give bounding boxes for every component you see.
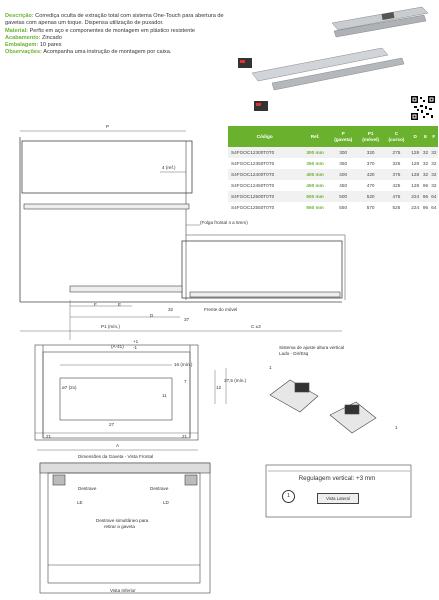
table-cell: 32 xyxy=(430,169,438,180)
destrave-ld: Destrave xyxy=(150,486,169,491)
regulagem-title: Regulagem vertical: +3 mm xyxy=(298,475,376,482)
folga-label: (Folga frontal 4 a 5mm) xyxy=(200,220,248,225)
dim-21-right: 21 xyxy=(182,434,188,439)
adjust-number-2: 1 xyxy=(395,425,398,430)
table-header: P1 (móvel) xyxy=(357,126,383,147)
dim-e: E xyxy=(118,302,122,307)
dim-32: 32 xyxy=(168,307,174,312)
description-text: 10 pares xyxy=(38,42,62,49)
dim-11: 11 xyxy=(162,393,167,398)
table-cell: 32 xyxy=(430,147,438,158)
dim-p: P xyxy=(106,124,110,129)
table-cell: 96 xyxy=(422,205,429,210)
description-key: Acabamento: xyxy=(5,34,41,41)
dim-phi: ø7 (2x) xyxy=(62,385,77,390)
table-cell: 450 mm xyxy=(306,183,324,188)
table-cell: 370 xyxy=(366,161,375,166)
dim-f: F xyxy=(94,302,97,307)
ld-label: LD xyxy=(163,500,169,505)
table-cell: 275 xyxy=(384,147,409,158)
le-label: LE xyxy=(77,500,83,505)
table-cell: 470 xyxy=(366,183,375,188)
dim-21-left: 21 xyxy=(46,434,52,439)
description-key: Embalagem: xyxy=(5,42,39,49)
dim-a: A xyxy=(116,443,120,448)
bottom-view-caption: Vista Inferior xyxy=(110,588,136,593)
table-header: D xyxy=(409,126,421,147)
table-cell: S4FGOC12400T0T0 xyxy=(228,169,301,180)
table-cell: 475 xyxy=(384,191,409,202)
table-cell: 550 mm xyxy=(306,205,324,210)
table-cell: 400 mm xyxy=(301,169,329,180)
regulagem-number: 1 xyxy=(282,490,295,503)
tol-minus: -1 xyxy=(133,345,138,350)
vista-lateral-label: Vista Lateral xyxy=(317,493,359,504)
dim-37: 37 xyxy=(184,317,190,322)
description-text: Perfis em aço e componentes de montagem em plástico resistente xyxy=(28,27,195,34)
dim-37-5: 37,5 (mín.) xyxy=(224,378,247,383)
table-header: Código xyxy=(228,126,301,147)
table-header: E xyxy=(421,126,429,147)
table-cell: 500 mm xyxy=(301,191,329,202)
table-header: F xyxy=(430,126,438,147)
table-cell: 500 xyxy=(329,191,357,202)
table-cell: 128 xyxy=(411,161,420,166)
table-cell: 320 xyxy=(357,147,383,158)
table-cell: 425 xyxy=(392,183,401,188)
table-cell: S4FGOC12450T0T0 xyxy=(231,183,275,188)
table-cell: S4FGOC12550T0T0 xyxy=(231,205,275,210)
dim-7: 7 xyxy=(184,379,187,384)
description-text: Zincado xyxy=(40,34,62,41)
table-cell: 525 xyxy=(392,205,401,210)
table-cell: 400 xyxy=(329,169,357,180)
table-cell: 128 xyxy=(409,147,421,158)
dim-p1: P1 (mín.) xyxy=(101,324,120,329)
frente-label: Frente do móvel xyxy=(204,307,238,312)
table-cell: 450 xyxy=(339,183,348,188)
destrave-le: Destrave xyxy=(78,486,97,491)
table-cell: 32 xyxy=(422,161,429,166)
table-cell: 64 xyxy=(430,191,438,202)
table-cell: 300 mm xyxy=(301,147,329,158)
table-cell: 128 xyxy=(411,183,420,188)
table-cell: 32 xyxy=(421,169,429,180)
description-text: Corrediça oculta de extração total com sistema One-Touch para abertura de gavetas com apenas um toque. Dispensa utilização de puxador. xyxy=(5,13,224,27)
adjust-title: Sistema de ajuste altura vertical xyxy=(279,345,345,350)
table-cell: 96 xyxy=(422,183,429,188)
dim-a41: (A-41) xyxy=(111,344,124,349)
dim-ref: 4 (ref.) xyxy=(162,165,176,170)
description-key: Descrição: xyxy=(5,13,34,19)
table-cell: 550 xyxy=(339,205,348,210)
tol-plus: +1 xyxy=(133,339,139,344)
table-cell: 520 xyxy=(357,191,383,202)
dim-27: 27 xyxy=(109,422,115,427)
table-cell: 96 xyxy=(421,191,429,202)
adjust-subtitle: Lado - Dir/Esq xyxy=(279,351,309,356)
table-cell: 224 xyxy=(411,205,420,210)
table-cell: 325 xyxy=(392,161,401,166)
description-key: Material: xyxy=(5,27,29,34)
table-cell: 350 xyxy=(339,161,348,166)
dim-16: 16 (mín.) xyxy=(174,362,193,367)
table-cell: S4FGOC12350T0T0 xyxy=(231,161,275,166)
table-cell: S4FGOC12300T0T0 xyxy=(228,147,301,158)
table-cell: 375 xyxy=(384,169,409,180)
simul-line-2: retirar a gaveta xyxy=(104,524,135,529)
dim-12: 12 xyxy=(216,385,222,390)
table-cell: 570 xyxy=(366,205,375,210)
table-header: Ref. xyxy=(301,126,329,147)
table-cell: 128 xyxy=(409,169,421,180)
table-cell: S4FGOC12500T0T0 xyxy=(228,191,301,202)
table-header: C (curso) xyxy=(384,126,409,147)
table-cell: 32 xyxy=(431,183,437,188)
table-cell: 64 xyxy=(431,205,437,210)
simul-line-1: Destrave simultâneo para xyxy=(96,518,149,523)
dim-d: D xyxy=(150,313,154,318)
table-cell: 32 xyxy=(421,147,429,158)
dim-c: C ±3 xyxy=(251,324,261,329)
table-cell: 420 xyxy=(357,169,383,180)
description-key: Observações: xyxy=(5,49,43,56)
description-text: Acompanha uma instrução de montagem por caixa. xyxy=(42,49,172,56)
table-cell: 350 mm xyxy=(306,161,324,166)
table-header: P (gaveta) xyxy=(329,126,357,147)
adjust-number-1: 1 xyxy=(269,365,272,370)
table-cell: 224 xyxy=(409,191,421,202)
table-cell: 300 xyxy=(329,147,357,158)
front-view-caption: Dimensões da Gaveta - Vista Frontal xyxy=(78,454,154,459)
table-cell: 32 xyxy=(431,161,437,166)
